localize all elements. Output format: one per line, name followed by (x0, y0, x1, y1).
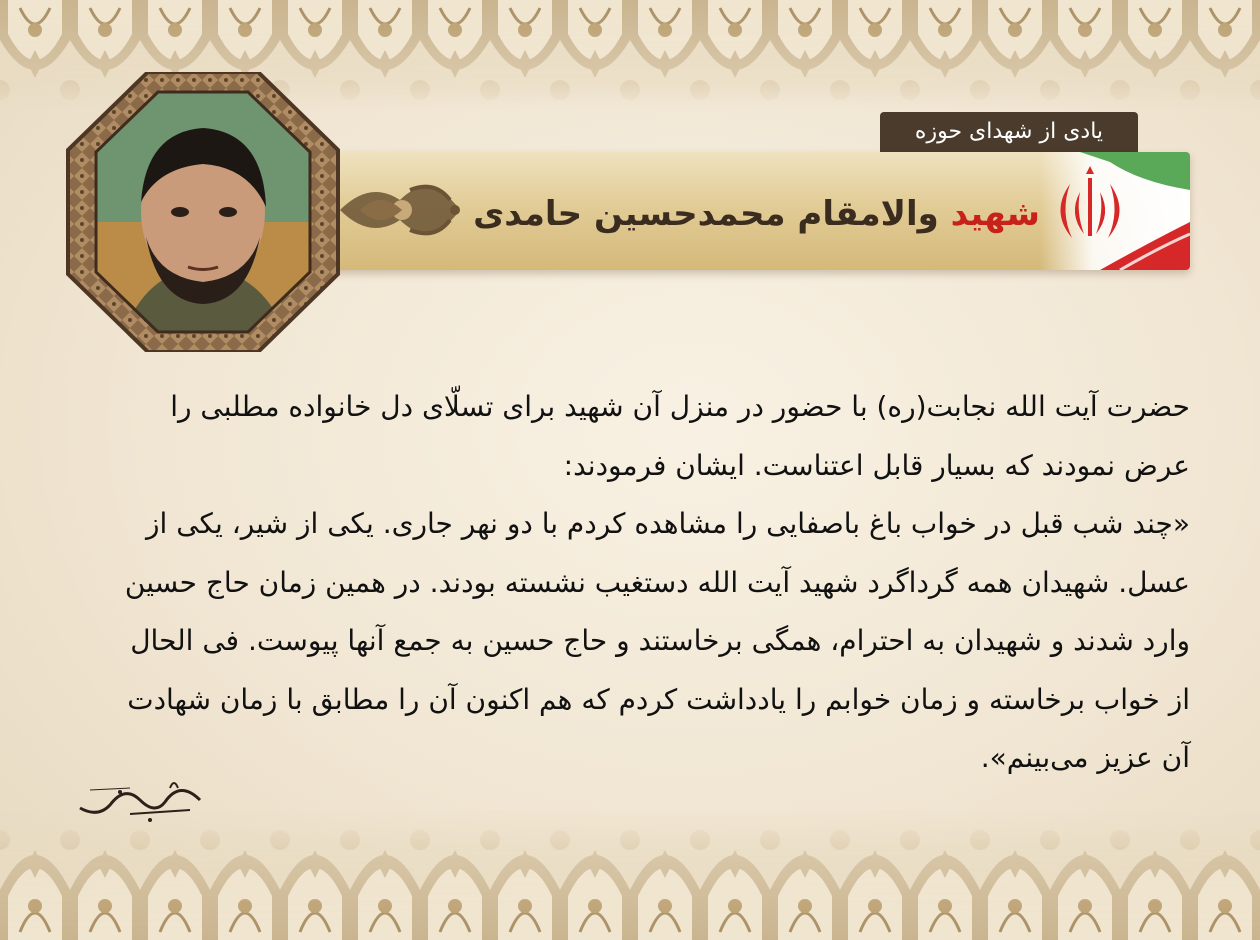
title-name: والامقام محمدحسین حامدی (473, 194, 939, 234)
title-prefix: شهید (950, 194, 1040, 234)
text-line: وارد شدند و شهیدان به احترام، همگی برخاستند و حاج حسین به جمع آنها پیوست. فی الحال (130, 624, 1190, 657)
octagon-portrait-frame (58, 72, 348, 352)
text-line: حضرت آیت الله نجابت(ره) با حضور در منزل آن شهید برای تسلّای دل خانواده مطلبی را (170, 390, 1190, 423)
calligraphy-signature (70, 770, 210, 830)
page-title (460, 186, 1040, 246)
text-line: «چند شب قبل در خواب باغ باصفایی را مشاهده کردم با دو نهر جاری. یکی از شیر، یکی از (146, 507, 1190, 540)
text-line: عسل. شهیدان همه گرداگرد شهید آیت الله دستغیب نشسته بودند. در همین زمان حاج حسین (124, 565, 1190, 599)
memorial-quote-text (75, 378, 1190, 788)
iran-flag-emblem (1040, 152, 1190, 270)
text-line: آن عزیز می‌بینم». (980, 741, 1190, 774)
arabesque-ornament (340, 160, 470, 260)
subtitle-tag: یادی از شهدای حوزه (880, 112, 1138, 152)
text-line: از خواب برخاسته و زمان خوابم را یادداشت کردم که هم اکنون آن را مطابق با زمان شهادت (127, 682, 1190, 716)
text-line: عرض نمودند که بسیار قابل اعتناست. ایشان فرمودند: (563, 448, 1190, 482)
